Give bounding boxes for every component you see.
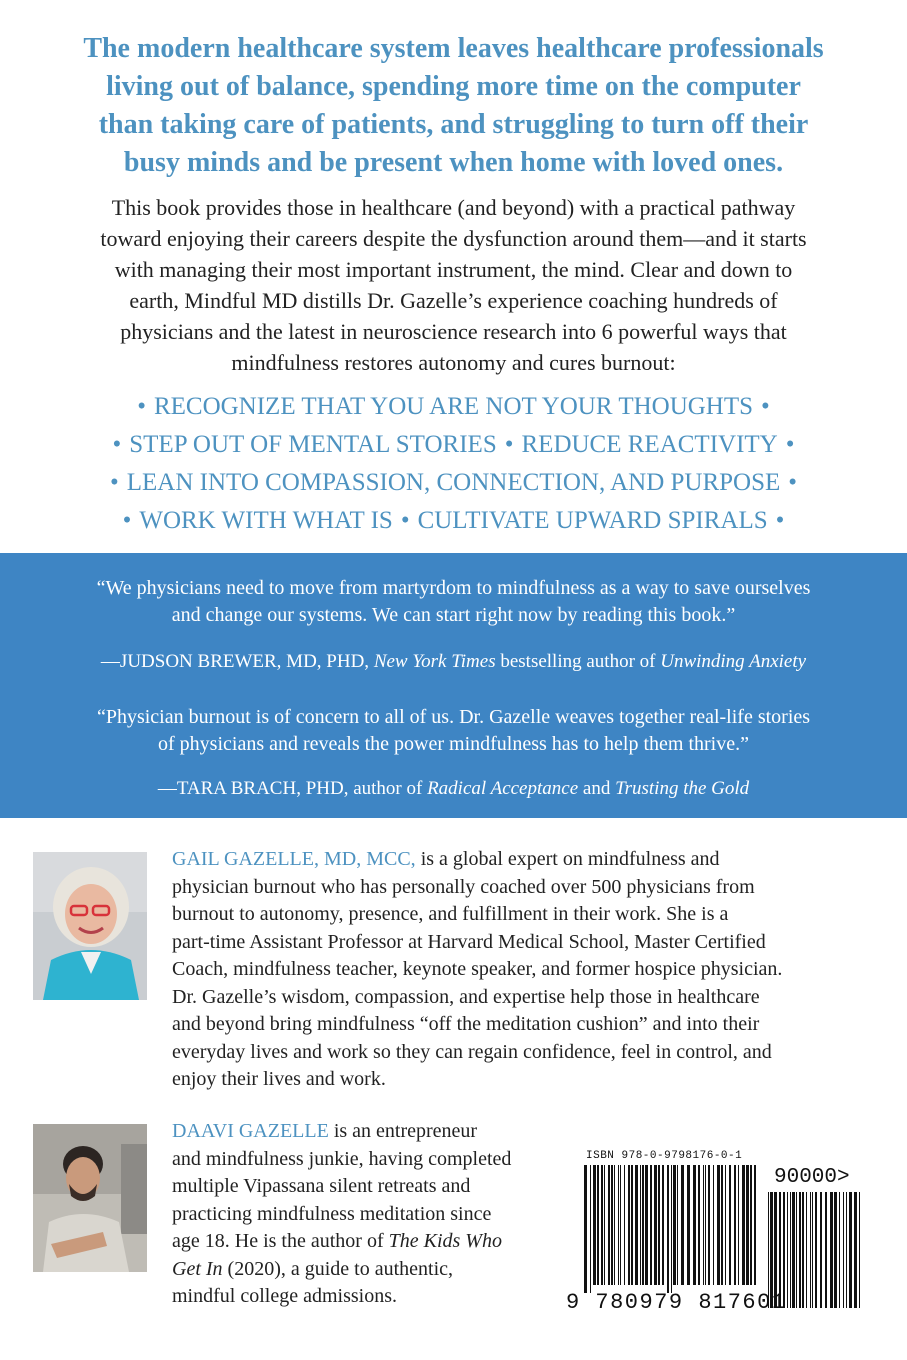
bio-line bbox=[172, 1118, 562, 1146]
barcode-bar bbox=[713, 1165, 714, 1285]
barcode-bar bbox=[806, 1192, 807, 1308]
barcode-bar bbox=[750, 1165, 752, 1285]
barcode-bar bbox=[667, 1165, 669, 1293]
barcode-bar bbox=[834, 1192, 837, 1308]
bio-line: practicing mindfulness meditation since bbox=[172, 1202, 492, 1225]
intro-line: physicians and the latest in neuroscience research into 6 powerful ways that bbox=[120, 319, 787, 344]
bullet-icon: • bbox=[761, 393, 770, 420]
headline bbox=[30, 30, 877, 182]
author-bio-gail bbox=[172, 846, 882, 1094]
bullet-icon: • bbox=[109, 469, 119, 496]
publication-title: New York Times bbox=[373, 651, 496, 672]
author-name: DAAVI GAZELLE bbox=[172, 1120, 329, 1142]
testimonial-quote bbox=[40, 704, 867, 758]
barcode-bar bbox=[642, 1165, 644, 1285]
barcode-bar bbox=[734, 1165, 736, 1285]
testimonial-attribution bbox=[20, 650, 887, 674]
barcode-bar bbox=[854, 1192, 857, 1308]
barcode-bar bbox=[601, 1165, 603, 1285]
barcode-bar bbox=[677, 1165, 678, 1285]
barcode-bar bbox=[849, 1192, 852, 1308]
book-title: The Kids Who bbox=[388, 1230, 502, 1252]
barcode-bar bbox=[787, 1192, 788, 1308]
key-points-row bbox=[0, 388, 907, 426]
headline-line: The modern healthcare system leaves healthcare professionals bbox=[83, 33, 824, 64]
book-title: Trusting the Gold bbox=[615, 778, 750, 799]
quote-line: and change our systems. We can start right now by reading this book.” bbox=[171, 604, 736, 626]
headline-line: than taking care of patients, and struggling to turn off their bbox=[98, 109, 809, 140]
barcode-bar bbox=[635, 1165, 638, 1285]
testimonial-quote bbox=[40, 575, 867, 629]
bullet-icon: • bbox=[785, 431, 795, 458]
author-bio-daavi bbox=[172, 1118, 562, 1311]
barcode-bar bbox=[703, 1165, 704, 1285]
price-code: 90000> bbox=[774, 1166, 850, 1189]
isbn-label: ISBN 978-0-9798176-0-1 bbox=[586, 1150, 743, 1162]
key-point: CULTIVATE UPWARD SPIRALS bbox=[417, 507, 768, 534]
intro-paragraph bbox=[40, 192, 867, 378]
bullet-icon: • bbox=[137, 393, 146, 420]
bio-text: (2020), a guide to authentic, bbox=[227, 1257, 454, 1280]
quote-line: of physicians and reveals the power mindfulness has to help them thrive.” bbox=[158, 733, 749, 755]
bio-line: Dr. Gazelle’s wisdom, compassion, and expertise help those in healthcare bbox=[172, 985, 760, 1008]
bio-line: everyday lives and work so they can regain confidence, feel in control, and bbox=[172, 1040, 772, 1063]
key-point: WORK WITH WHAT IS bbox=[139, 507, 393, 534]
bio-line: multiple Vipassana silent retreats and bbox=[172, 1175, 471, 1197]
key-point: LEAN INTO COMPASSION, CONNECTION, AND PURPOSE bbox=[126, 469, 781, 496]
key-points-list bbox=[0, 388, 907, 540]
barcode-bar bbox=[645, 1165, 648, 1285]
bullet-icon: • bbox=[775, 507, 785, 534]
barcode-bar bbox=[618, 1165, 619, 1285]
author-photo-daavi bbox=[33, 1124, 147, 1272]
bio-text: is a global expert on mindfulness and bbox=[420, 848, 720, 870]
book-title: Get In bbox=[172, 1257, 223, 1280]
barcode-bar bbox=[590, 1165, 591, 1293]
barcode-bar bbox=[693, 1165, 696, 1285]
attribution-text: and bbox=[582, 778, 611, 799]
isbn-barcode bbox=[584, 1165, 756, 1293]
isbn-digits: 9 780979 817601 bbox=[566, 1290, 787, 1315]
barcode-bar bbox=[624, 1165, 625, 1285]
barcode-bar bbox=[662, 1165, 664, 1285]
attribution-text: bestselling author of bbox=[500, 651, 656, 672]
barcode-bar bbox=[721, 1165, 723, 1285]
key-point: STEP OUT OF MENTAL STORIES bbox=[129, 431, 497, 458]
barcode-bar bbox=[820, 1192, 822, 1308]
book-title: Radical Acceptance bbox=[427, 778, 579, 799]
barcode-bar bbox=[839, 1192, 840, 1308]
key-points-row bbox=[0, 464, 907, 502]
bio-line bbox=[172, 1228, 562, 1256]
bullet-icon: • bbox=[400, 507, 410, 534]
bio-text: age 18. He is the author of bbox=[172, 1230, 384, 1252]
barcode-bar bbox=[608, 1165, 610, 1285]
bullet-icon: • bbox=[122, 507, 132, 534]
barcode-bar bbox=[698, 1165, 700, 1285]
barcode-bar bbox=[631, 1165, 633, 1285]
bio-line: mindful college admissions. bbox=[172, 1285, 397, 1307]
barcode-bar bbox=[725, 1165, 726, 1285]
intro-line: mindfulness restores autonomy and cures burnout: bbox=[231, 350, 676, 375]
barcode-bar bbox=[825, 1192, 827, 1308]
barcode-bar bbox=[620, 1165, 621, 1285]
barcode-bar bbox=[628, 1165, 630, 1285]
barcode-bar bbox=[604, 1165, 605, 1285]
barcode-bar bbox=[843, 1192, 844, 1308]
barcode-bar bbox=[792, 1192, 795, 1308]
attribution-text: —JUDSON BREWER, MD, PHD, bbox=[100, 651, 370, 672]
headline-line: busy minds and be present when home with loved ones. bbox=[123, 147, 784, 178]
barcode-bar bbox=[799, 1192, 801, 1308]
bio-line: enjoy their lives and work. bbox=[172, 1068, 386, 1090]
barcode-bar bbox=[597, 1165, 599, 1285]
key-points-row bbox=[0, 426, 907, 464]
barcode-bar bbox=[790, 1192, 791, 1308]
barcode-bar bbox=[846, 1192, 847, 1308]
key-point: RECOGNIZE THAT YOU ARE NOT YOUR THOUGHTS bbox=[153, 393, 754, 420]
barcode-bar bbox=[640, 1165, 641, 1285]
barcode-bar bbox=[717, 1165, 720, 1285]
barcode-bar bbox=[611, 1165, 613, 1285]
bio-line: burnout to autonomy, presence, and fulfillment in their work. She is a bbox=[172, 903, 729, 925]
intro-line: This book provides those in healthcare (and beyond) with a practical pathway bbox=[111, 195, 796, 220]
barcode-bar bbox=[738, 1165, 739, 1285]
barcode-bar bbox=[681, 1165, 684, 1285]
author-photo-gail bbox=[33, 852, 147, 1000]
bio-line bbox=[172, 846, 882, 874]
key-points-row bbox=[0, 502, 907, 540]
barcode-bar bbox=[673, 1165, 676, 1285]
testimonials-band bbox=[0, 553, 907, 818]
testimonial-attribution bbox=[20, 777, 887, 801]
intro-line: with managing their most important instrument, the mind. Clear and down to bbox=[114, 257, 793, 282]
barcode-bar bbox=[654, 1165, 657, 1285]
barcode-bar bbox=[593, 1165, 596, 1285]
barcode-bar bbox=[859, 1192, 860, 1308]
barcode-bar bbox=[671, 1165, 672, 1293]
barcode-bar bbox=[810, 1192, 811, 1308]
bullet-icon: • bbox=[788, 469, 798, 496]
barcode-bar bbox=[812, 1192, 813, 1308]
headline-line: living out of balance, spending more time on the computer bbox=[106, 71, 801, 102]
book-title: Unwinding Anxiety bbox=[660, 651, 807, 672]
author-photo-daavi-image bbox=[33, 1124, 147, 1272]
bullet-icon: • bbox=[112, 431, 122, 458]
bio-line: physician burnout who has personally coached over 500 physicians from bbox=[172, 875, 755, 898]
quote-line: “Physician burnout is of concern to all of us. Dr. Gazelle weaves together real-life stories bbox=[96, 706, 811, 728]
bio-line: part-time Assistant Professor at Harvard Medical School, Master Certified bbox=[172, 930, 766, 953]
author-photo-gail-image bbox=[33, 852, 147, 1000]
barcode-bar bbox=[815, 1192, 817, 1308]
bio-line: Coach, mindfulness teacher, keynote speaker, and former hospice physician. bbox=[172, 958, 783, 980]
barcode-bar bbox=[830, 1192, 833, 1308]
bio-text: is an entrepreneur bbox=[333, 1120, 478, 1142]
barcode-bar bbox=[708, 1165, 710, 1285]
bio-line: and beyond bring mindfulness “off the meditation cushion” and into their bbox=[172, 1013, 760, 1035]
intro-line: earth, Mindful MD distills Dr. Gazelle’s experience coaching hundreds of bbox=[129, 288, 778, 313]
barcode-bar bbox=[754, 1165, 756, 1285]
intro-line: toward enjoying their careers despite the dysfunction around them—and it starts bbox=[100, 226, 807, 251]
key-point: REDUCE REACTIVITY bbox=[521, 431, 778, 458]
barcode-bar bbox=[705, 1165, 706, 1285]
attribution-text: —TARA BRACH, PHD, author of bbox=[157, 778, 423, 799]
barcode-bar bbox=[796, 1192, 797, 1308]
barcode-bar bbox=[650, 1165, 652, 1285]
barcode-bar bbox=[729, 1165, 731, 1285]
author-name: GAIL GAZELLE, MD, MCC, bbox=[172, 848, 416, 870]
barcode-bar bbox=[584, 1165, 587, 1293]
quote-line: “We physicians need to move from martyrdom to mindfulness as a way to save ourselves bbox=[96, 577, 811, 599]
barcode-bar bbox=[687, 1165, 690, 1285]
barcode-bar bbox=[614, 1165, 615, 1285]
barcode-bar bbox=[746, 1165, 749, 1285]
barcode-bar bbox=[802, 1192, 804, 1308]
bullet-icon: • bbox=[504, 431, 514, 458]
barcode-bar bbox=[742, 1165, 745, 1285]
bio-line: and mindfulness junkie, having completed bbox=[172, 1147, 512, 1170]
barcode-bar bbox=[658, 1165, 660, 1285]
bio-line bbox=[172, 1256, 562, 1284]
